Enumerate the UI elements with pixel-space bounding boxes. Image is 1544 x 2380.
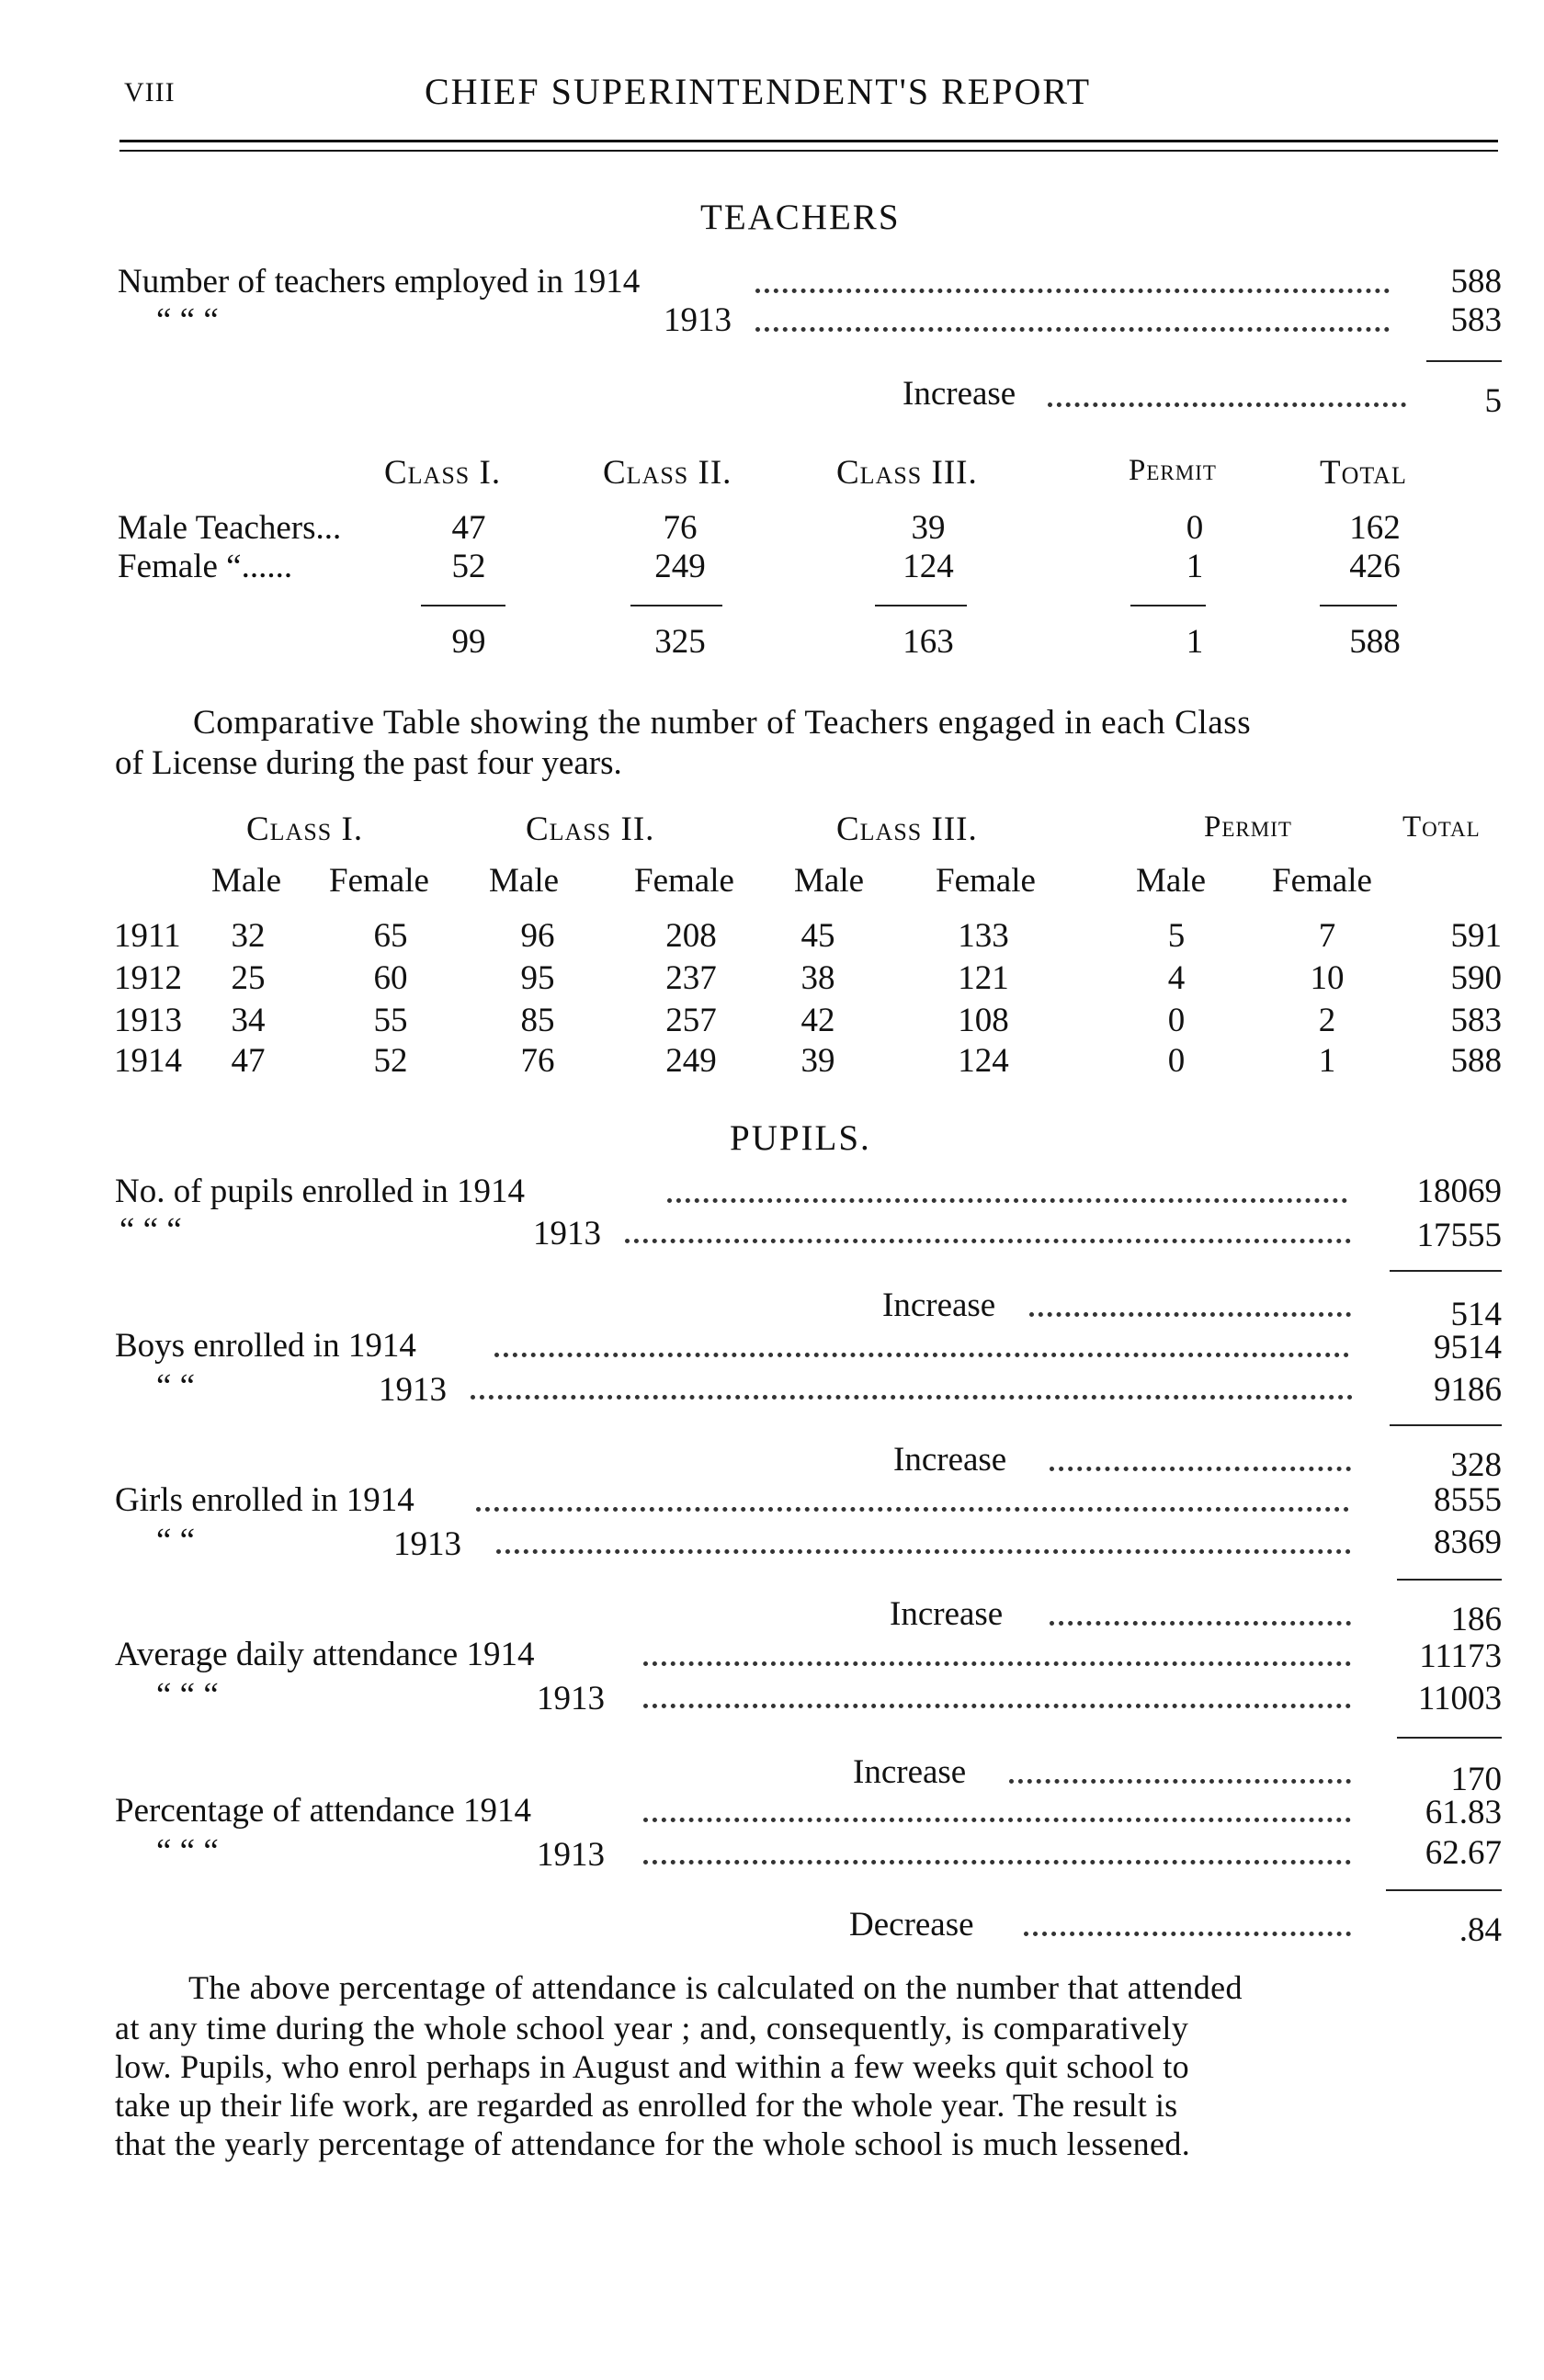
leader-dots xyxy=(476,1507,1349,1512)
paragraph-line: that the yearly percentage of attendance for the whole school is much lessened. xyxy=(115,2125,1191,2162)
leader-dots xyxy=(494,1353,1349,1357)
increase-value: 5 xyxy=(1484,382,1502,420)
cell: 208 xyxy=(665,917,717,955)
row-value: 11003 xyxy=(1417,1680,1502,1717)
leader-dots xyxy=(755,327,1390,332)
paragraph-line: at any time during the whole school year ; and, consequently, is comparatively xyxy=(115,2010,1189,2046)
sub-header-female: Female xyxy=(634,862,734,900)
cell-total: 426 xyxy=(1349,548,1401,585)
group-header-class-3: Class III. xyxy=(836,810,978,848)
cell-total: 588 xyxy=(1450,1042,1502,1080)
cell: 5 xyxy=(1167,917,1186,955)
increase-value: 328 xyxy=(1450,1446,1502,1484)
teachers-title: TEACHERS xyxy=(700,198,901,237)
row-value: 9514 xyxy=(1434,1329,1502,1366)
increase-label: Increase xyxy=(893,1441,1007,1479)
cell-class-1: 52 xyxy=(451,548,486,585)
total-rule xyxy=(630,605,722,606)
sub-header-male: Male xyxy=(794,862,865,900)
row-value: 17555 xyxy=(1416,1217,1502,1254)
sum-rule xyxy=(1397,1737,1502,1739)
cell-total: 591 xyxy=(1450,917,1502,955)
cell: 95 xyxy=(520,959,555,997)
cell: 52 xyxy=(373,1042,408,1080)
cell: 65 xyxy=(373,917,408,955)
group-header-class-1: Class I. xyxy=(246,810,364,848)
col-header-class-2: Class II. xyxy=(603,454,732,492)
cell-class-3: 124 xyxy=(903,548,954,585)
total-rule xyxy=(421,605,505,606)
sub-header-female: Female xyxy=(329,862,429,900)
row-label: Average daily attendance 1914 xyxy=(115,1636,535,1673)
row-value: 583 xyxy=(1450,301,1502,339)
cell: 124 xyxy=(958,1042,1009,1080)
row-label: Female “...... xyxy=(118,548,293,585)
leader-dots xyxy=(471,1395,1353,1400)
sub-header-male: Male xyxy=(1136,862,1207,900)
sub-header-female: Female xyxy=(936,862,1036,900)
pupils-title: PUPILS. xyxy=(730,1118,871,1158)
row-year: 1914 xyxy=(114,1042,182,1080)
row-year: 1912 xyxy=(114,959,182,997)
leader-dots xyxy=(1050,1621,1351,1626)
cell-permit: 1 xyxy=(1186,548,1204,585)
cell-total: 583 xyxy=(1450,1002,1502,1039)
cell: 34 xyxy=(231,1002,266,1039)
row-value: 8369 xyxy=(1434,1524,1502,1561)
sub-header-male: Male xyxy=(489,862,560,900)
row-value: 18069 xyxy=(1416,1173,1502,1210)
col-header-class-1: Class I. xyxy=(384,454,502,492)
leader-dots xyxy=(643,1860,1351,1864)
leader-dots xyxy=(1024,1932,1351,1936)
group-header-class-2: Class II. xyxy=(526,810,655,848)
row-label: Boys enrolled in 1914 xyxy=(115,1327,416,1365)
total-rule xyxy=(1130,605,1206,606)
cell: 249 xyxy=(665,1042,717,1080)
total-class-3: 163 xyxy=(903,623,954,661)
ditto-marks: “ “ xyxy=(156,1367,196,1405)
cell: 0 xyxy=(1167,1042,1186,1080)
row-year: 1911 xyxy=(114,917,181,955)
sub-header-male: Male xyxy=(211,862,282,900)
page-number: VIII xyxy=(124,77,176,108)
cell: 121 xyxy=(958,959,1009,997)
total-rule xyxy=(875,605,967,606)
row-value: 588 xyxy=(1450,263,1502,300)
row-year: 1913 xyxy=(533,1215,601,1252)
increase-label: Increase xyxy=(903,375,1016,413)
cell: 96 xyxy=(520,917,555,955)
col-header-total: Total xyxy=(1320,454,1407,492)
leader-dots xyxy=(667,1198,1347,1203)
sum-rule xyxy=(1426,360,1502,362)
group-header-total: Total xyxy=(1402,810,1481,844)
row-year: 1913 xyxy=(379,1371,447,1409)
cell-class-2: 249 xyxy=(654,548,706,585)
cell-class-2: 76 xyxy=(663,509,698,547)
ditto-marks: “ “ “ xyxy=(156,1676,219,1714)
cell: 2 xyxy=(1318,1002,1336,1039)
cell: 60 xyxy=(373,959,408,997)
decrease-label: Decrease xyxy=(849,1906,974,1944)
total-rule xyxy=(1320,605,1397,606)
row-year: 1913 xyxy=(537,1836,605,1874)
cell: 4 xyxy=(1167,959,1186,997)
cell: 47 xyxy=(231,1042,266,1080)
cell: 39 xyxy=(800,1042,835,1080)
row-value: 9186 xyxy=(1434,1371,1502,1409)
sum-rule xyxy=(1386,1889,1502,1891)
row-value: 61.83 xyxy=(1425,1794,1502,1831)
total-class-1: 99 xyxy=(451,623,486,661)
ditto-marks: “ “ xyxy=(156,1522,196,1559)
leader-dots xyxy=(496,1549,1351,1554)
row-value: 62.67 xyxy=(1425,1834,1502,1872)
row-year: 1913 xyxy=(664,301,732,339)
ditto-marks: “ “ “ xyxy=(156,1832,219,1870)
leader-dots xyxy=(643,1661,1351,1666)
leader-dots xyxy=(625,1239,1351,1243)
running-title: CHIEF SUPERINTENDENT'S REPORT xyxy=(425,71,1092,112)
cell: 0 xyxy=(1167,1002,1186,1039)
increase-value: 186 xyxy=(1450,1601,1502,1638)
row-label: Number of teachers employed in 1914 xyxy=(118,263,641,300)
sum-rule xyxy=(1397,1579,1502,1581)
cell: 237 xyxy=(665,959,717,997)
paragraph-line: low. Pupils, who enrol perhaps in August and within a few weeks quit school to xyxy=(115,2048,1189,2085)
total-class-2: 325 xyxy=(654,623,706,661)
paragraph-line: The above percentage of attendance is calculated on the number that attended xyxy=(188,1969,1243,2006)
leader-dots xyxy=(1029,1312,1351,1317)
col-header-class-3: Class III. xyxy=(836,454,978,492)
cell: 45 xyxy=(800,917,835,955)
increase-label: Increase xyxy=(882,1286,996,1324)
cell: 55 xyxy=(373,1002,408,1039)
cell: 42 xyxy=(800,1002,835,1039)
col-header-permit: Permit xyxy=(1129,454,1217,487)
cell: 25 xyxy=(231,959,266,997)
row-value: 11173 xyxy=(1419,1638,1502,1675)
row-label: Girls enrolled in 1914 xyxy=(115,1481,414,1519)
row-label: Male Teachers... xyxy=(118,509,342,547)
group-header-permit: Permit xyxy=(1204,810,1292,844)
cell: 76 xyxy=(520,1042,555,1080)
sub-header-female: Female xyxy=(1272,862,1372,900)
cell: 10 xyxy=(1310,959,1345,997)
cell: 133 xyxy=(958,917,1009,955)
total-permit: 1 xyxy=(1186,623,1204,661)
increase-value: 170 xyxy=(1450,1761,1502,1798)
cell-permit: 0 xyxy=(1186,509,1204,547)
row-year: 1913 xyxy=(114,1002,182,1039)
total-total: 588 xyxy=(1349,623,1401,661)
cell: 108 xyxy=(958,1002,1009,1039)
cell: 257 xyxy=(665,1002,717,1039)
header-double-rule xyxy=(119,140,1498,152)
leader-dots xyxy=(643,1818,1351,1822)
leader-dots xyxy=(755,289,1390,293)
leader-dots xyxy=(1050,1467,1351,1471)
cell-total: 162 xyxy=(1349,509,1401,547)
leader-dots xyxy=(1048,402,1406,407)
cell-class-3: 39 xyxy=(911,509,946,547)
cell: 1 xyxy=(1318,1042,1336,1080)
cell-class-1: 47 xyxy=(451,509,486,547)
comparative-intro-line-1: Comparative Table showing the number of Teachers engaged in each Class xyxy=(193,704,1252,742)
sum-rule xyxy=(1390,1270,1502,1272)
ditto-marks: “ “ “ xyxy=(119,1211,182,1249)
cell: 38 xyxy=(800,959,835,997)
cell-total: 590 xyxy=(1450,959,1502,997)
increase-label: Increase xyxy=(853,1753,967,1791)
row-label: Percentage of attendance 1914 xyxy=(115,1792,532,1830)
cell: 85 xyxy=(520,1002,555,1039)
comparative-intro-line-2: of License during the past four years. xyxy=(115,744,622,782)
row-year: 1913 xyxy=(537,1680,605,1717)
row-label: No. of pupils enrolled in 1914 xyxy=(115,1173,526,1210)
ditto-marks: “ “ “ xyxy=(156,301,219,339)
leader-dots xyxy=(643,1704,1351,1708)
cell: 32 xyxy=(231,917,266,955)
sum-rule xyxy=(1390,1424,1502,1426)
decrease-value: .84 xyxy=(1459,1911,1502,1949)
row-value: 8555 xyxy=(1434,1481,1502,1519)
cell: 7 xyxy=(1318,917,1336,955)
increase-value: 514 xyxy=(1450,1296,1502,1333)
paragraph-line: take up their life work, are regarded as enrolled for the whole year. The result is xyxy=(115,2087,1178,2124)
increase-label: Increase xyxy=(890,1595,1004,1633)
row-year: 1913 xyxy=(393,1525,461,1563)
leader-dots xyxy=(1009,1779,1351,1784)
